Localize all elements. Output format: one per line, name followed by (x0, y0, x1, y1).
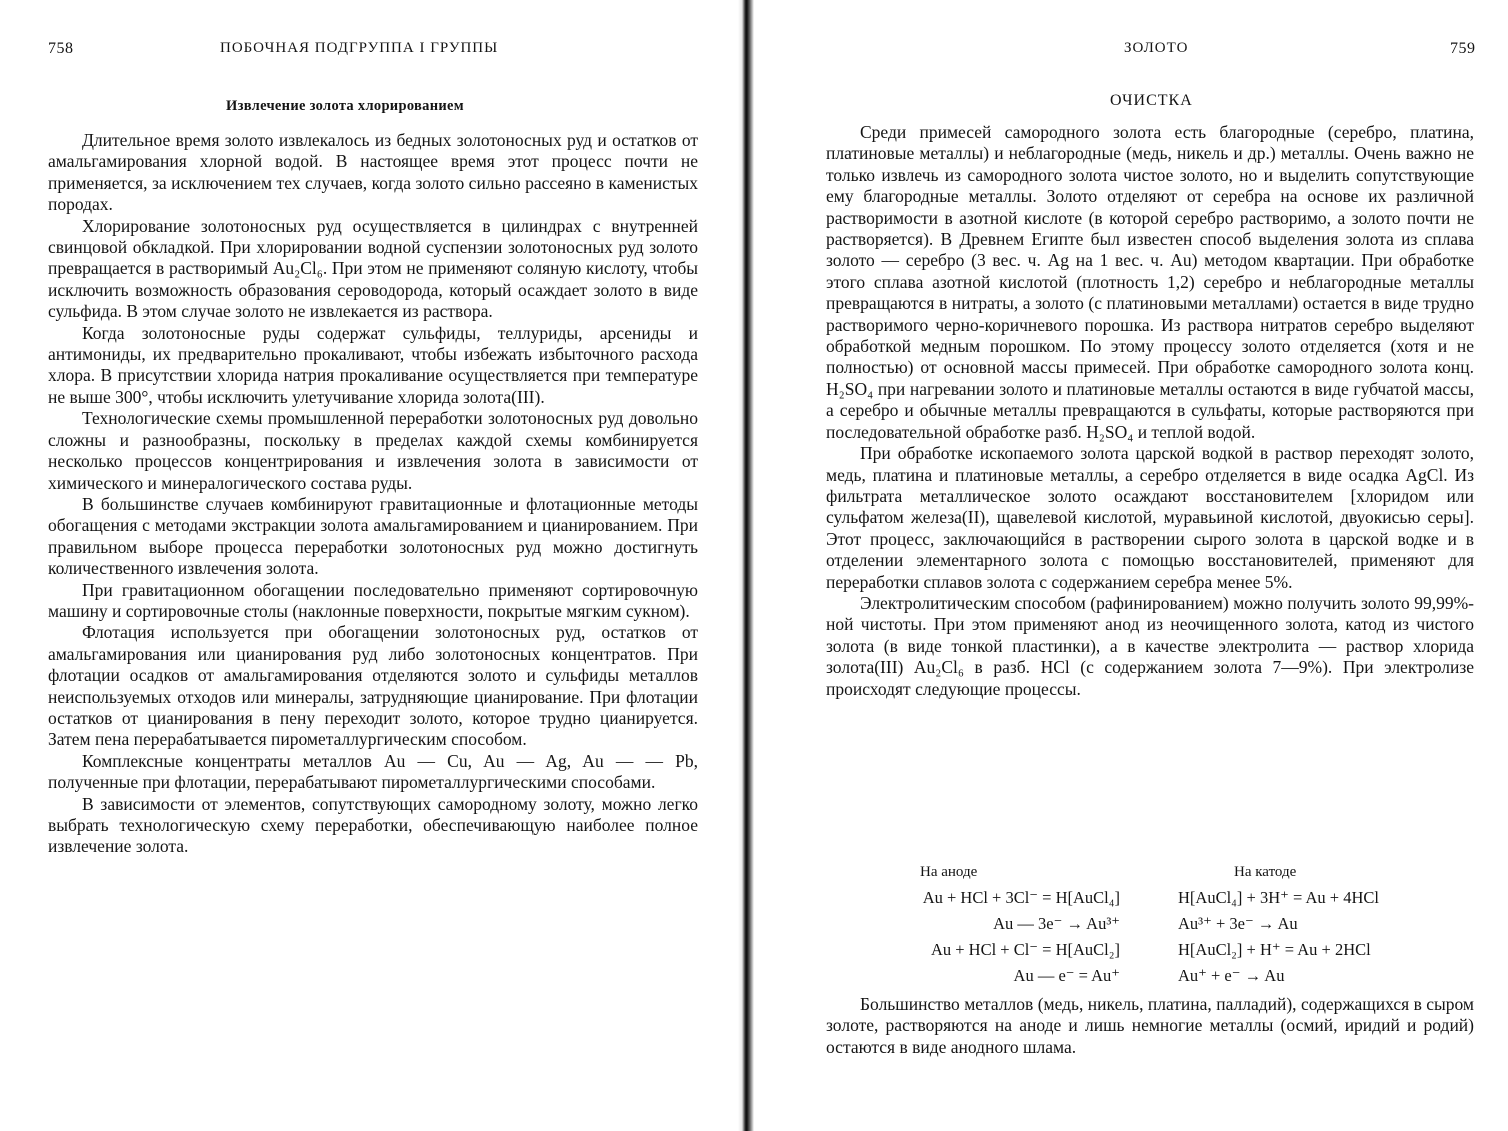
cathode-reaction: Au⁺ + e⁻ → Au (1178, 966, 1285, 985)
paragraph: Электролитическим способом (рафинированием) можно получить золото 99,99%-ной чистоты. При этом применяют анод из неочищенного золота, катод из чистого золота (в виде тонкой пластинки), а в качестве электролита — раствор хлорида золота(III) Au₂Cl₆ в разб. HCl (с содержанием золота 7—9%). При электролизе происходят следующие процессы. (826, 592, 1474, 699)
right-closing (826, 994, 1474, 1058)
cathode-reaction: Au³⁺ + 3e⁻ → Au (1178, 914, 1298, 933)
anode-reaction: Au — 3e⁻ → Au³⁺ (993, 914, 1120, 933)
section-title-purification: ОЧИСТКА (1110, 92, 1193, 109)
cathode-heading: На катоде (1234, 864, 1297, 880)
paragraph: В зависимости от элементов, сопутствующих самородному золоту, можно легко выбрать технологическую схему переработки, обеспечивающую наиболее полное извлечение золота. (48, 793, 698, 857)
paragraph: Длительное время золото извлекалось из бедных золотоносных руд и остатков от амальгамирования хлорной водой. В настоящее время этот процесс почти не применяется, за исключением тех случаев, когда золото сильно рассеяно в каменистых породах. (48, 130, 698, 215)
running-head-right: ЗОЛОТО (1124, 40, 1189, 56)
running-head-left: ПОБОЧНАЯ ПОДГРУППА I ГРУППЫ (220, 40, 499, 56)
book-gutter (738, 0, 754, 1131)
cathode-reaction: H[AuCl₄] + 3H⁺ = Au + 4HCl (1178, 888, 1379, 907)
left-page (0, 0, 740, 1131)
page-number-right: 759 (1450, 40, 1476, 57)
paragraph: Когда золотоносные руды содержат сульфиды, теллуриды, арсениды и антимониды, их предварительно прокаливают, чтобы избежать избыточного расхода хлора. В присутствии хлорида натрия прокаливание осуществляется при температуре не выше 300°, чтобы исключить улетучивание хлорида золота(III). (48, 322, 698, 407)
paragraph: Среди примесей самородного золота есть благородные (серебро, платина, платиновые металлы) и неблагородные (медь, никель и др.) металлы. Очень важно не только извлечь из самородного золота чистое золото, но и выделить сопутствующие ему благородные металлы. Золото отделяют от серебра на основе их различной растворимости в азотной кислоте (в которой серебро растворимо, а золото почти не растворяется). В Древнем Египте был известен способ выделения золота из сплава золото — серебро (3 вес. ч. Ag на 1 вес. ч. Au) методом квартации. При обработке этого сплава азотной кислотой (плотность 1,2) серебро и неблагородные металлы превращаются в нитраты, а золото (с платиновыми металлами) остается в виде трудно растворимого черно-коричневого порошка. Из раствора нитратов серебро выделяют обработкой медным порошком. По этому процессу золото отделяется (хотя и не полностью) от основной массы примесей. При обработке самородного золота конц. H₂SO₄ при нагревании золото и платиновые металлы остаются в виде губчатой массы, а серебро и обычные металлы превращаются в сульфаты, которые растворяются при последовательной обработке разб. H₂SO₄ и теплой водой. (826, 122, 1474, 442)
cathode-reaction: H[AuCl₂] + H⁺ = Au + 2HCl (1178, 940, 1371, 959)
right-page (760, 0, 1508, 1131)
paragraph: Флотация используется при обогащении золотоносных руд, остатков от амальгамирования или цианирования руд либо золотоносных концентратов. При флотации осадков от амальгамирования отделяются золото и сульфиды металлов неиспользуемых отходов или минералы, затрудняющие цианирование. При флотации остатков от цианирования в пену переходит золото, которое трудно цианируется. Затем пена перерабатывается пирометаллургическим способом. (48, 622, 698, 750)
paragraph: Хлорирование золотоносных руд осуществляется в цилиндрах с внутренней свинцовой обкладкой. При хлорировании водной суспензии золотоносных руд золото превращается в растворимый Au₂Cl₆. При этом не применяют соляную кислоту, чтобы исключить возможность образования сероводорода, который осаждает золото в виде сульфида. В этом случае золото не извлекается из раствора. (48, 215, 698, 322)
paragraph: В большинстве случаев комбинируют гравитационные и флотационные методы обогащения с методами экстракции золота амальгамированием и цианированием. При правильном выборе процесса переработки золотоносных руд можно достигнуть количественного извлечения золота. (48, 493, 698, 579)
paragraph: При гравитационном обогащении последовательно применяют сортировочную машину и сортировочные столы (наклонные поверхности, покрытые мягким сукном). (48, 579, 698, 621)
anode-reaction: Au + HCl + 3Cl⁻ = H[AuCl₄] (922, 888, 1120, 907)
anode-reaction: Au — e⁻ = Au⁺ (1013, 966, 1120, 985)
anode-heading: На аноде (920, 864, 978, 880)
page-number-left: 758 (48, 40, 74, 57)
anode-reaction: Au + HCl + Cl⁻ = H[AuCl₂] (930, 940, 1120, 959)
paragraph: Большинство металлов (медь, никель, платина, палладий), содержащихся в сыром золоте, растворяются на аноде и лишь немногие металлы (осмий, иридий и родий) остаются в виде анодного шлама. (826, 994, 1474, 1057)
paragraph: При обработке ископаемого золота царской водкой в раствор переходят золото, медь, платина и платиновые металлы, а серебро отделяется в виде осадка AgCl. Из фильтрата металлическое золото осаждают восстановителем [хлоридом или сульфатом железа(II), щавелевой кислотой, муравьиной кислотой, двуокисью серы]. Этот процесс, заключающийся в растворении сырого золота в царской водке и в отделении элементарного золота с помощью восстановителей, применяют для переработки сплавов золота с содержанием серебра менее 5%. (826, 443, 1474, 592)
paragraph: Комплексные концентраты металлов Au — Cu, Au — Ag, Au — — Pb, полученные при флотации, перерабатывают пирометаллургическими способами. (48, 750, 698, 793)
section-title-chlorination: Извлечение золота хлорированием (226, 98, 464, 114)
right-body (826, 122, 1474, 700)
paragraph: Технологические схемы промышленной переработки золотоносных руд довольно сложны и разнообразны, поскольку в пределах каждой схемы комбинируется несколько процессов концентрирования и извлечения золота в зависимости от химического и минералогического состава руды. (48, 408, 698, 493)
left-body (48, 130, 698, 858)
